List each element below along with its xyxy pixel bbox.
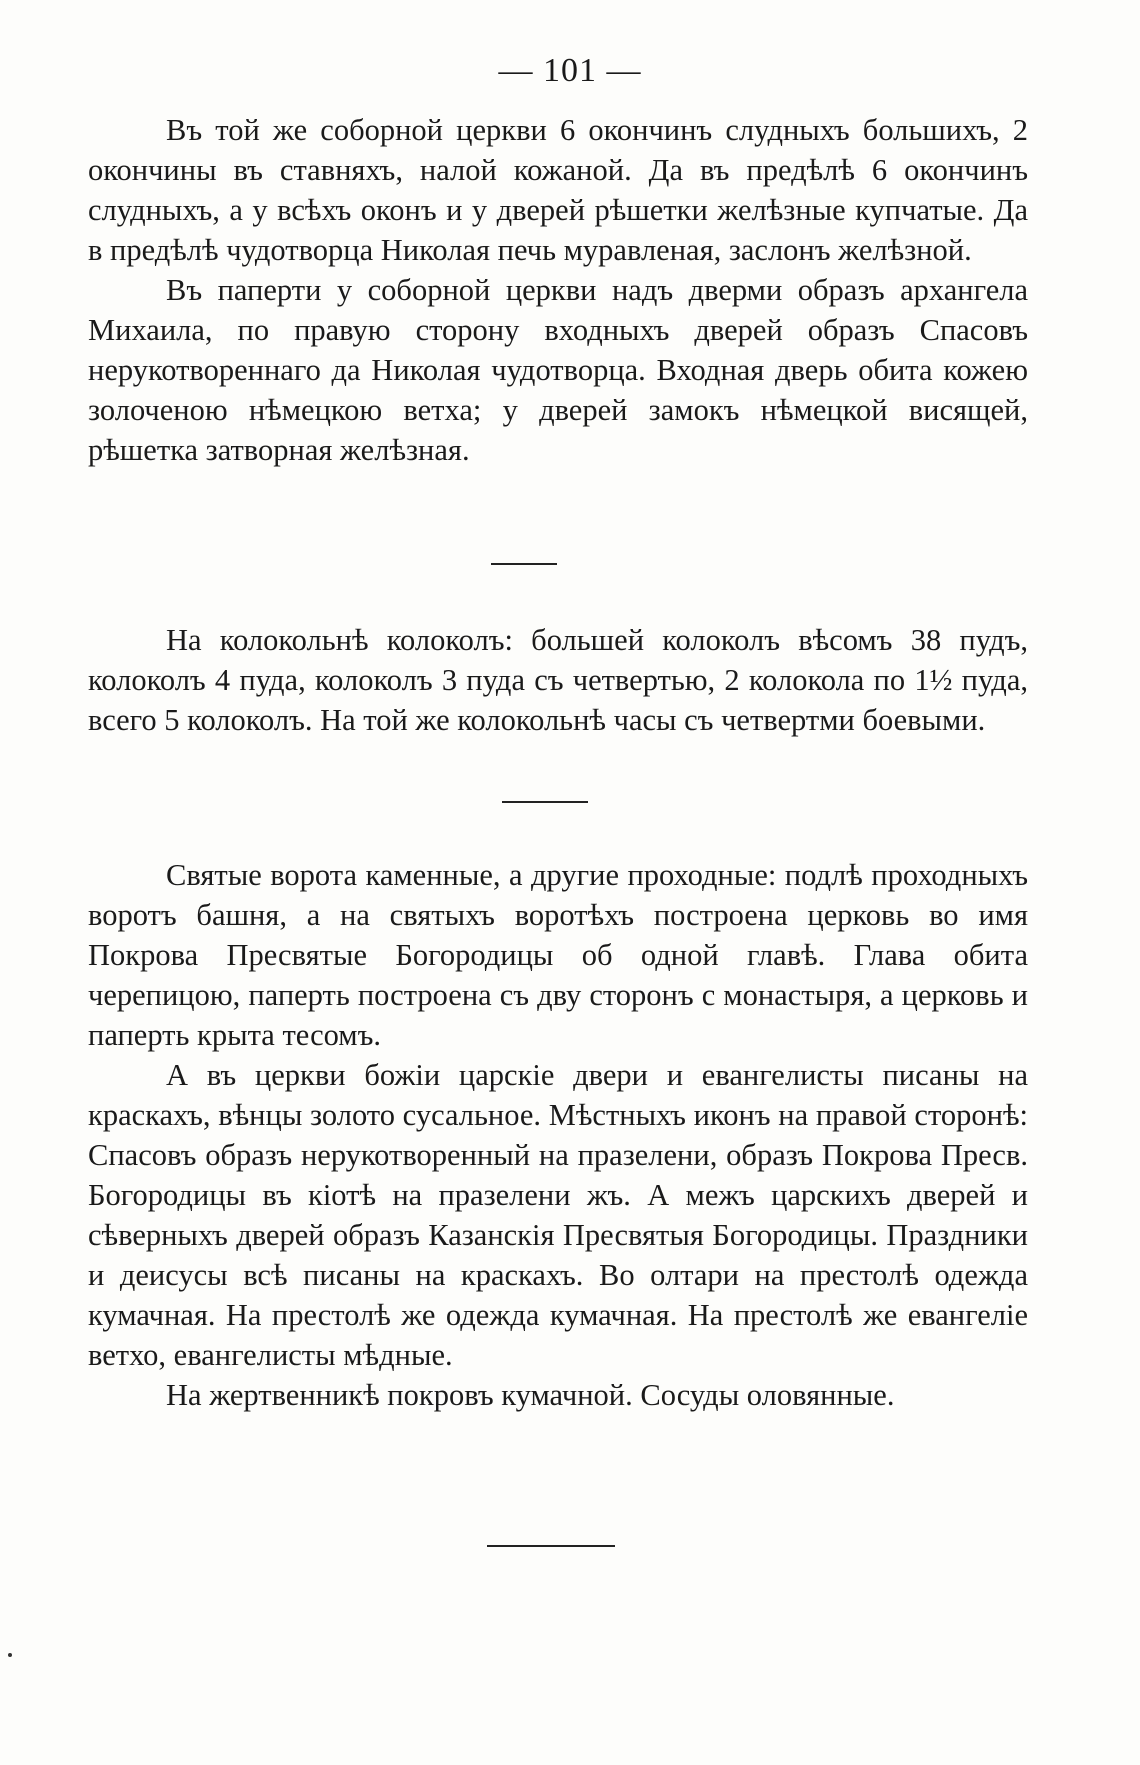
section-gates [88,855,1028,1415]
section-divider [487,1545,615,1547]
paragraph: А въ церкви божіи царскіе двери и евангелисты писаны на краскахъ, вѣнцы золото сусальное. Мѣстныхъ иконъ на правой сторонѣ: Спасовъ образъ нерукотворенный на празелени, образъ Покрова Пресв. Богородицы въ кіотѣ на празелени жъ. А межъ царскихъ дверей и сѣверныхъ дверей образъ Казанскія Пресвятыя Богородицы. Праздники и деисусы всѣ писаны на краскахъ. Во олтари на престолѣ одежда кумачная. На престолѣ же одежда кумачная. На престолѣ же евангеліе ветхо, евангелисты мѣдные. [88,1058,1028,1372]
paragraph: Въ той же соборной церкви 6 окончинъ слудныхъ большихъ, 2 окончины въ ставняхъ, налой кожаной. Да въ предѣлѣ 6 окончинъ слудныхъ, а у всѣхъ оконъ и у дверей рѣшетки желѣзные купчатые. Да в предѣлѣ чудотворца Николая печь муравленая, заслонъ желѣзной. [88,113,1028,267]
paragraph: Святые ворота каменные, а другие проходные: подлѣ проходныхъ воротъ башня, а на святыхъ воротѣхъ построена церковь во имя Покрова Пресвятые Богородицы об одной главѣ. Глава обита черепицою, паперть построена съ дву сторонъ с монастыря, а церковь и паперть крыта тесомъ. [88,858,1028,1052]
section-belfry [88,620,1028,740]
section-church-porch [88,110,1028,470]
paragraph: Въ паперти у соборной церкви надъ дверми образъ архангела Михаила, по правую сторону входныхъ дверей образъ Спасовъ нерукотвореннаго да Николая чудотворца. Входная дверь обита кожею золоченою нѣмецкою ветха; у дверей замокъ нѣмецкой висящей, рѣшетка затворная желѣзная. [88,273,1028,467]
section-divider [491,563,557,565]
paragraph: На колокольнѣ колоколъ: большей колоколъ вѣсомъ 38 пудъ, колоколъ 4 пуда, колоколъ 3 пуда съ четвертью, 2 колокола по 1½ пуда, всего 5 колоколъ. На той же колокольнѣ часы съ четвертми боевыми. [88,623,1028,737]
print-speck [8,1653,12,1657]
section-divider [502,801,588,803]
paragraph: На жертвенникѣ покровъ кумачной. Сосуды оловянные. [166,1378,895,1412]
page-number: — 101 — [498,52,642,89]
